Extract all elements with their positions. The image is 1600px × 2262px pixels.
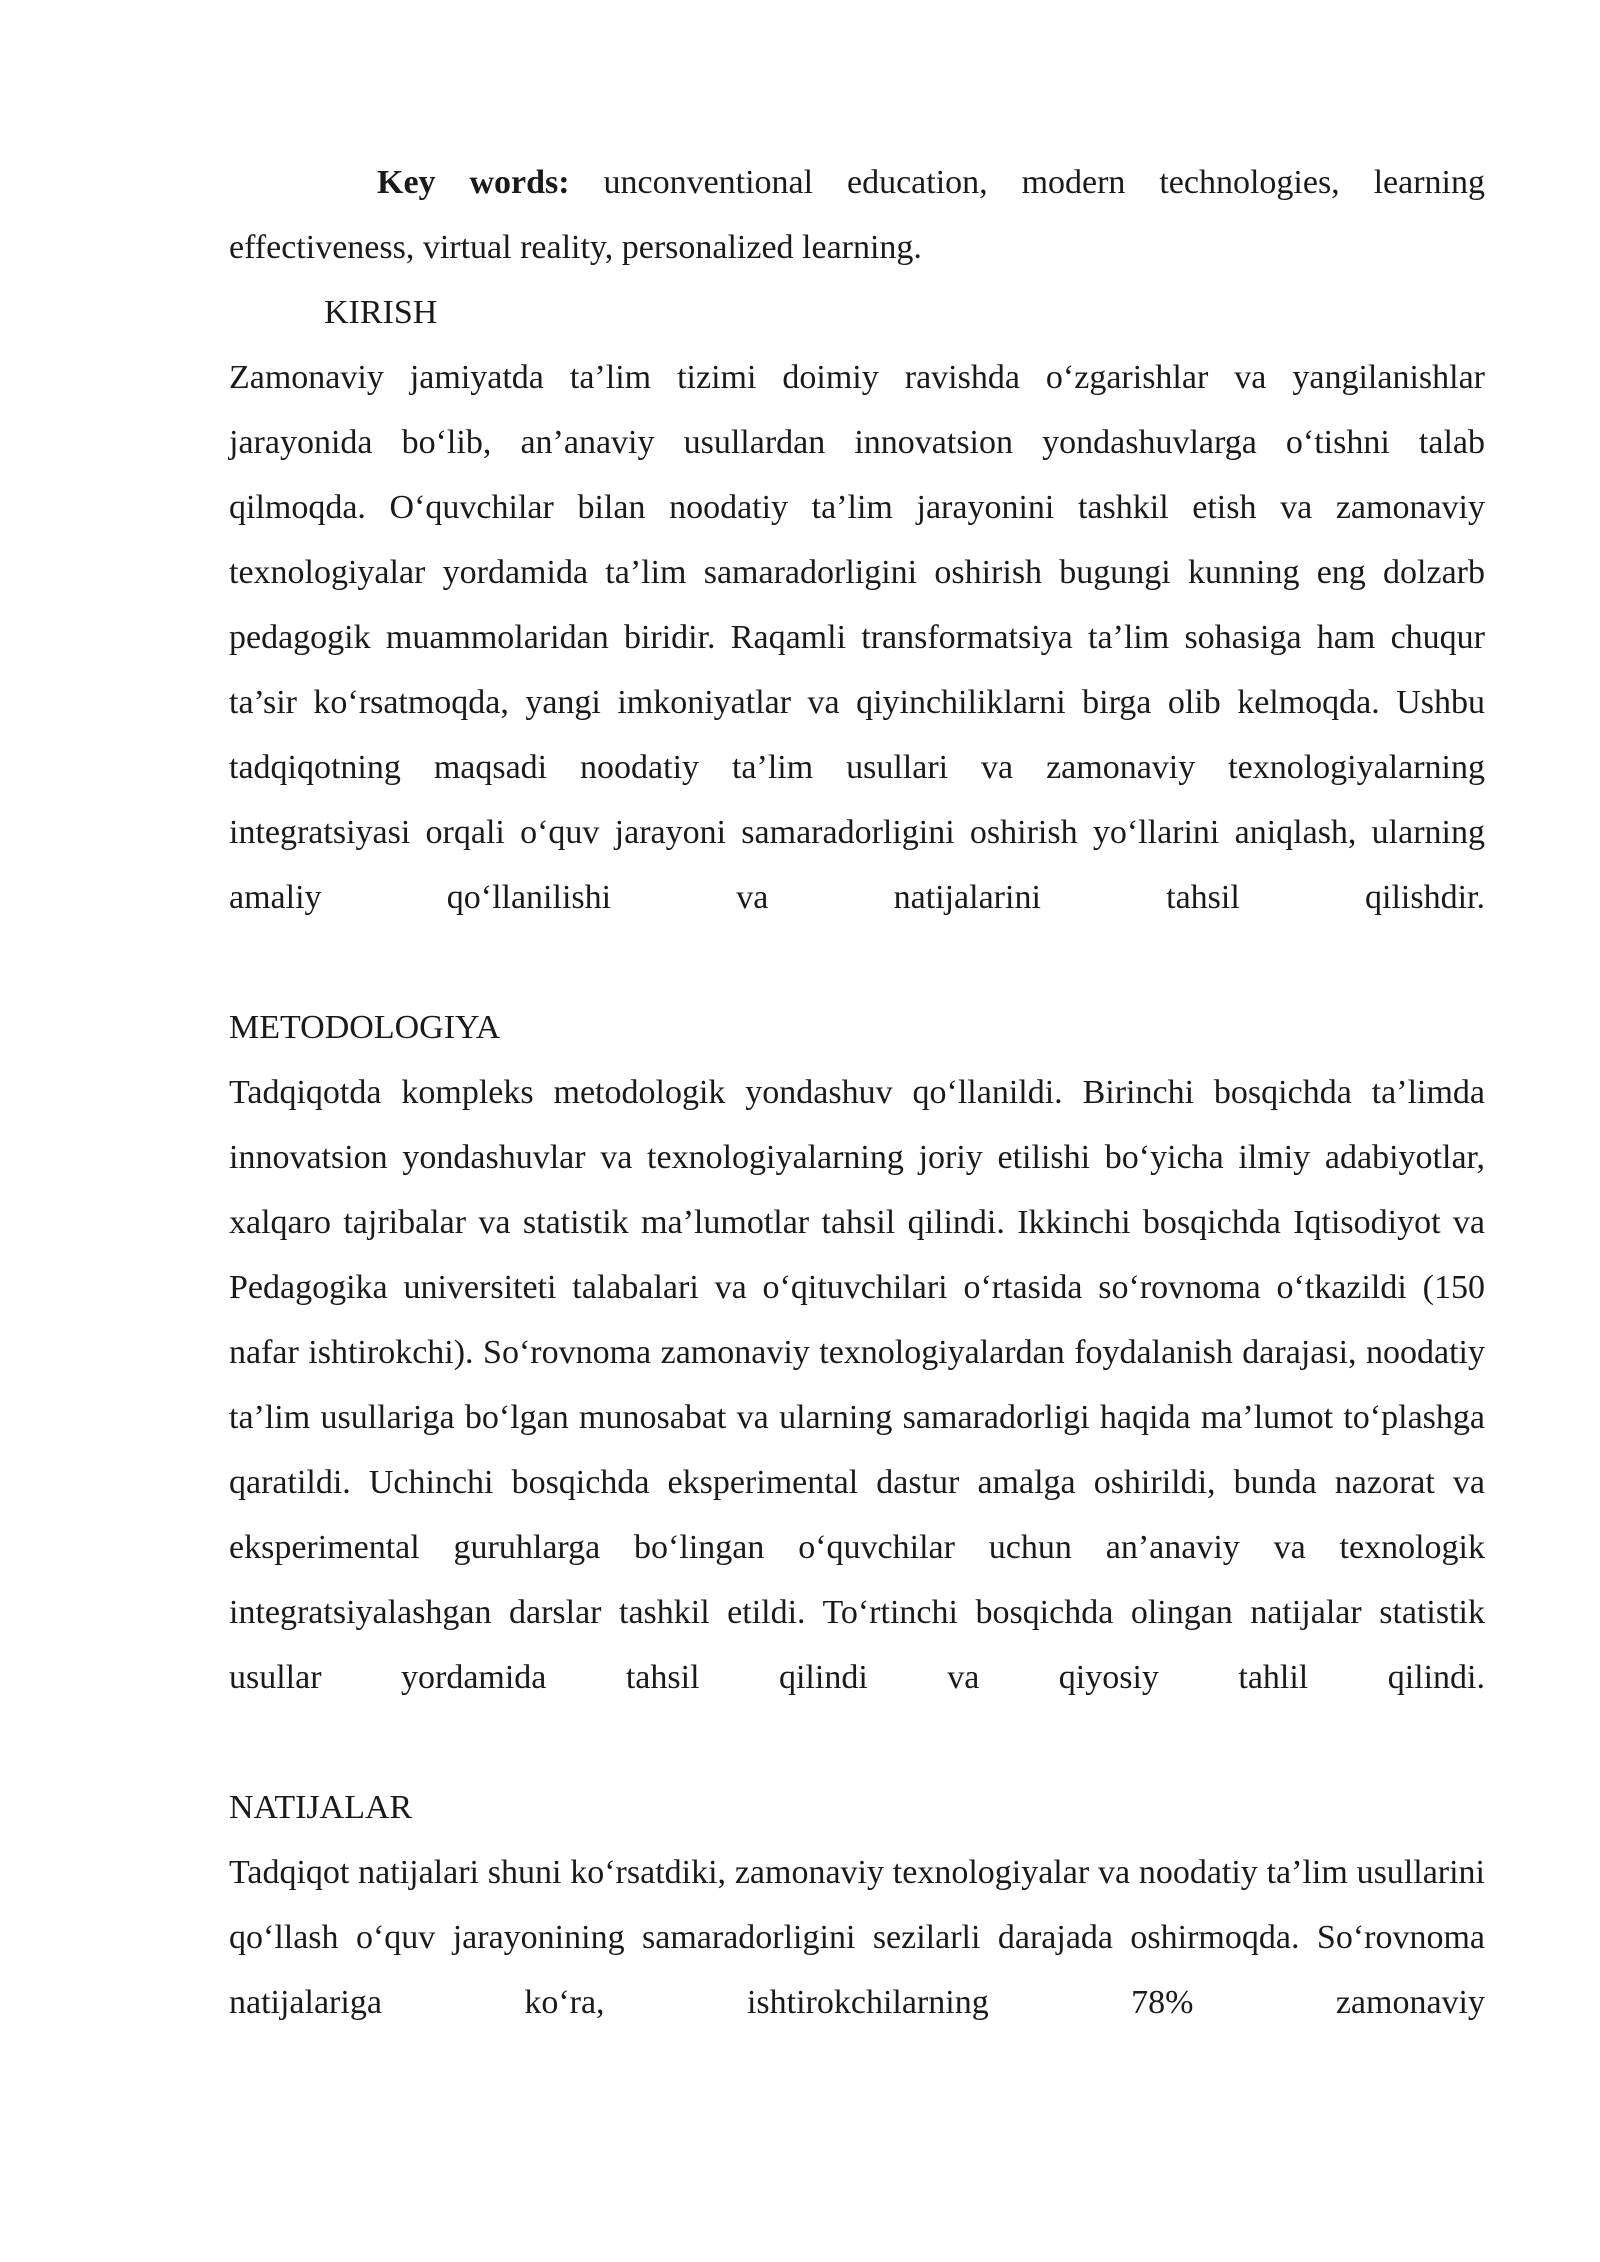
keywords-text: unconventional education, modern technologies, learning effectiveness, virtual reality, personalized learning. bbox=[229, 164, 1485, 266]
methodology-heading: METODOLOGIYA bbox=[229, 1009, 501, 1046]
keywords-label: Key words: bbox=[377, 164, 570, 201]
document-page bbox=[229, 150, 1485, 2035]
intro-paragraph: Zamonaviy jamiyatda ta’lim tizimi doimiy ravishda o‘zgarishlar va yangilanishlar jarayonida bo‘lib, an’anaviy usullardan innovatsion yondashuvlarga o‘tishni talab qilmoqda. O‘quvchilar bilan noodatiy ta’lim jarayonini tashkil etish va zamonaviy texnologiyalar yordamida ta’lim samaradorligini oshirish bugungi kunning eng dolzarb pedagogik muammolaridan biridir. Raqamli transformatsiya ta’lim sohasiga ham chuqur ta’sir ko‘rsatmoqda, yangi imkoniyatlar va qiyinchiliklarni birga olib kelmoqda. Ushbu tadqiqotning maqsadi noodatiy ta’lim usullari va zamonaviy texnologiyalarning integratsiyasi orqali o‘quv jarayoni samaradorligini oshirish yo‘llarini aniqlash, ularning amaliy qo‘llanilishi va natijalarini tahsil qilishdir. bbox=[229, 359, 1485, 916]
section-spacer bbox=[229, 1710, 1485, 1775]
results-paragraph: Tadqiqot natijalari shuni ko‘rsatdiki, zamonaviy texnologiyalar va noodatiy ta’lim usullarini qo‘llash o‘quv jarayonining samaradorligini sezilarli darajada oshirmoqda. So‘rovnoma natijalariga ko‘ra, ishtirokchilarning 78% zamonaviy bbox=[229, 1854, 1485, 2021]
results-heading: NATIJALAR bbox=[229, 1789, 413, 1826]
keywords-paragraph bbox=[229, 150, 1485, 280]
intro-heading: KIRISH bbox=[324, 294, 438, 331]
section-spacer bbox=[229, 930, 1485, 995]
methodology-paragraph: Tadqiqotda kompleks metodologik yondashuv qo‘llanildi. Birinchi bosqichda ta’limda innovatsion yondashuvlar va texnologiyalarning joriy etilishi bo‘yicha ilmiy adabiyotlar, xalqaro tajribalar va statistik ma’lumotlar tahsil qilindi. Ikkinchi bosqichda Iqtisodiyot va Pedagogika universiteti talabalari va o‘qituvchilari o‘rtasida so‘rovnoma o‘tkazildi (150 nafar ishtirokchi). So‘rovnoma zamonaviy texnologiyalardan foydalanish darajasi, noodatiy ta’lim usullariga bo‘lgan munosabat va ularning samaradorligi haqida ma’lumot to‘plashga qaratildi. Uchinchi bosqichda eksperimental dastur amalga oshirildi, bunda nazorat va eksperimental guruhlarga bo‘lingan o‘quvchilar uchun an’anaviy va texnologik integratsiyalashgan darslar tashkil etildi. To‘rtinchi bosqichda olingan natijalar statistik usullar yordamida tahsil qilindi va qiyosiy tahlil qilindi. bbox=[229, 1074, 1485, 1696]
